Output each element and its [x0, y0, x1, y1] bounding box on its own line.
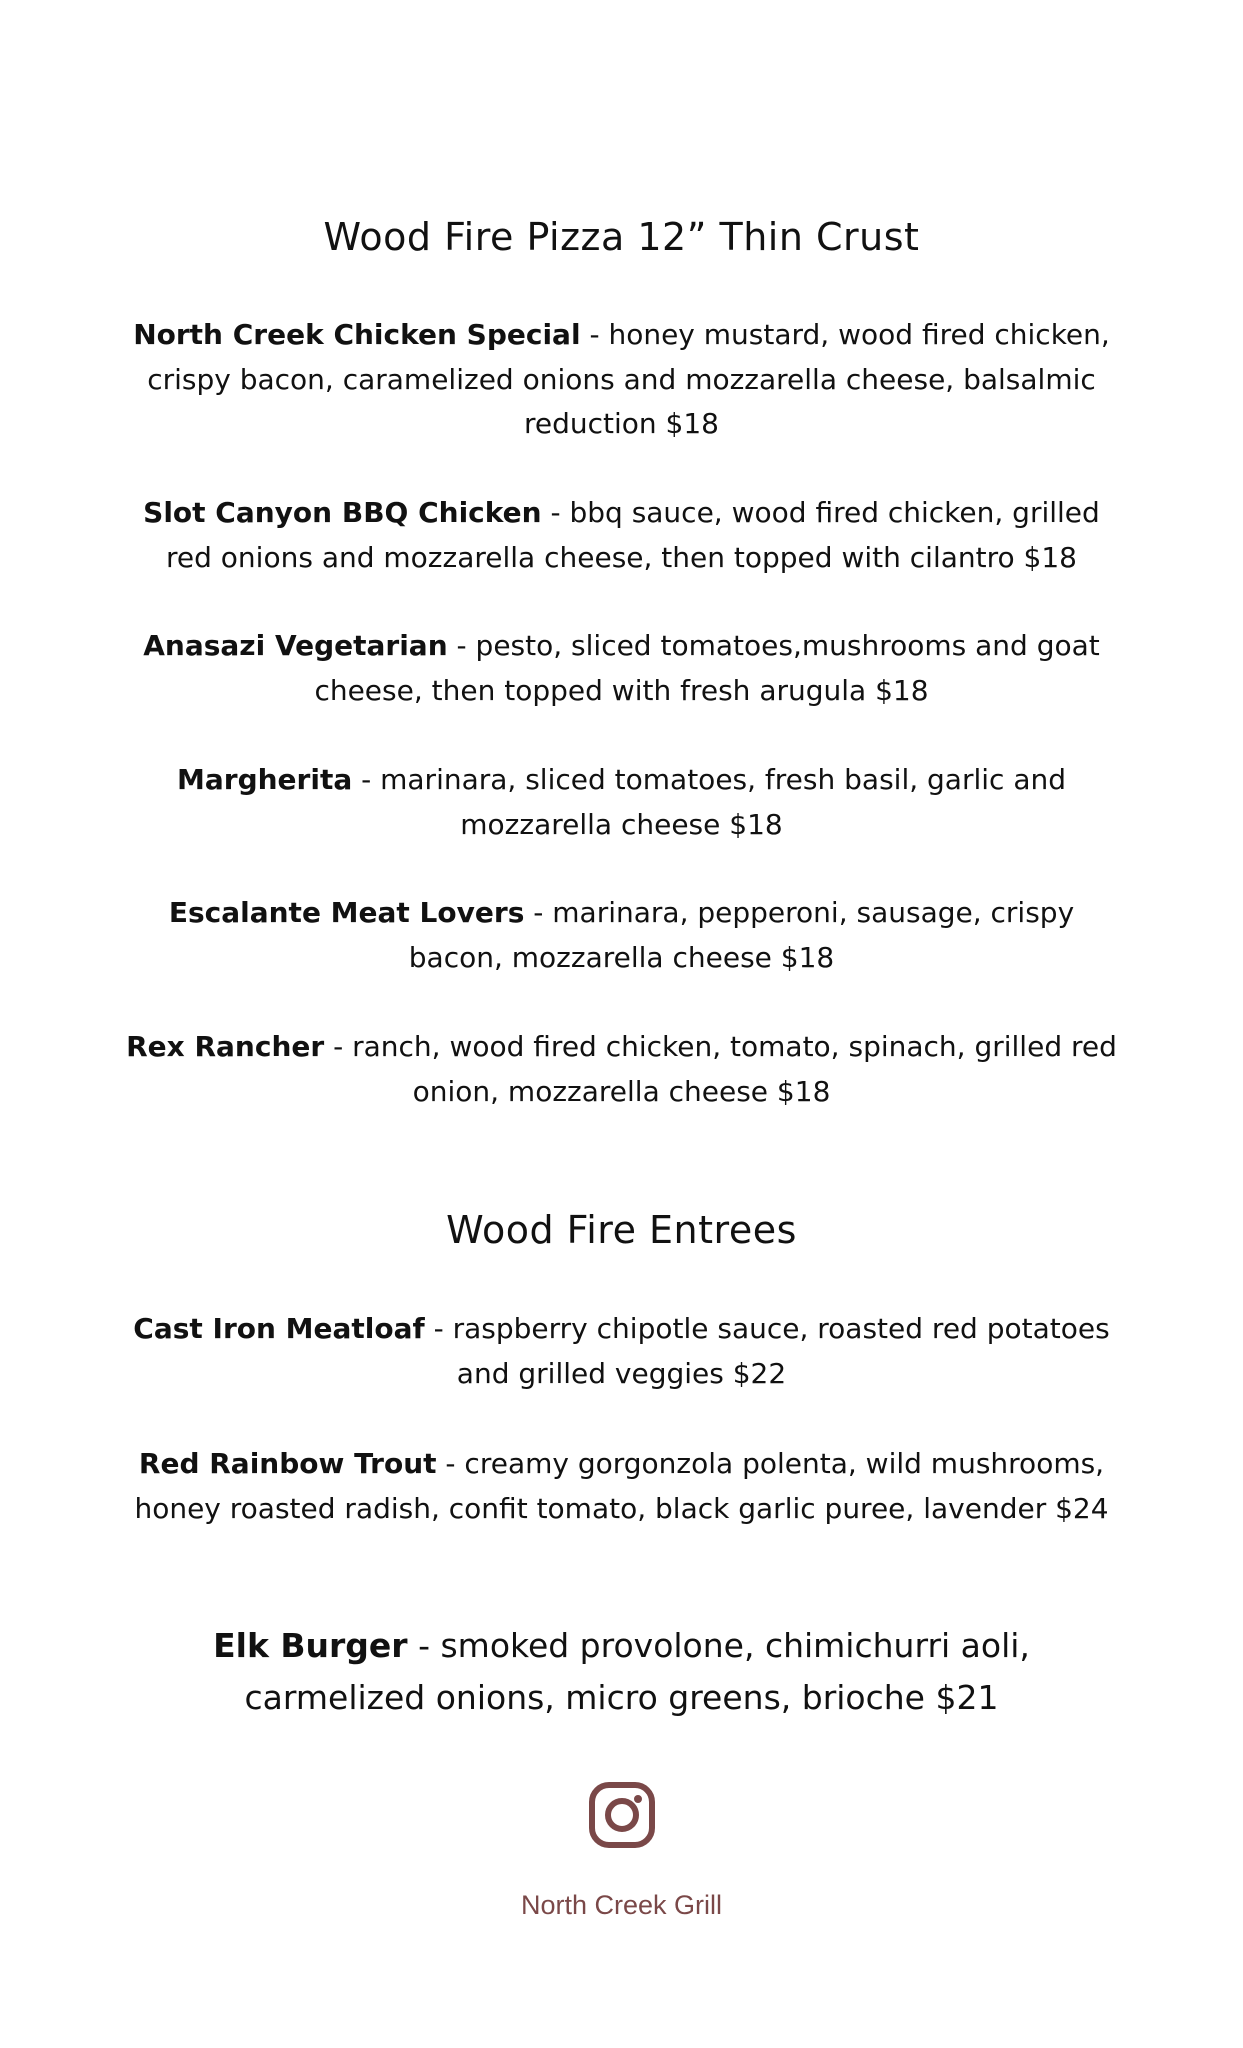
menu-item-name: Slot Canyon BBQ Chicken	[143, 496, 542, 529]
menu-item	[121, 624, 1122, 713]
menu-item	[111, 1442, 1132, 1531]
menu-item-name: Margherita	[177, 763, 353, 796]
menu-item-description: - marinara, pepperoni, sausage, crispy bacon, mozzarella cheese $18	[408, 896, 1075, 974]
menu-item-description: - bbq sauce, wood fired chicken, grilled red onions and mozzarella cheese, then topped with cilantro $18	[166, 496, 1100, 574]
menu-item	[121, 1307, 1122, 1396]
entrees-section-title: Wood Fire Entrees	[446, 1208, 797, 1252]
menu-item-name: Red Rainbow Trout	[138, 1447, 437, 1480]
menu-item	[121, 491, 1122, 580]
menu-item-description: - marinara, sliced tomatoes, fresh basil, garlic and mozzarella cheese $18	[352, 763, 1066, 841]
menu-item-description: - ranch, wood fired chicken, tomato, spinach, grilled red onion, mozzarella cheese $18	[324, 1030, 1117, 1108]
menu-item-name: Cast Iron Meatloaf	[133, 1312, 425, 1345]
menu-item	[121, 313, 1122, 447]
menu-item	[121, 1025, 1122, 1114]
menu-item-name: Rex Rancher	[126, 1030, 325, 1063]
menu-item-description: - honey mustard, wood fired chicken, crispy bacon, caramelized onions and mozzarella cheese, balsalmic reduction $18	[147, 318, 1110, 440]
menu-item-description: - pesto, sliced tomatoes,mushrooms and goat cheese, then topped with fresh arugula $18	[314, 629, 1100, 707]
instagram-icon[interactable]	[587, 1780, 657, 1850]
footer-brand: North Creek Grill	[520, 1890, 723, 1920]
menu-item-name: North Creek Chicken Special	[133, 318, 581, 351]
pizza-section-title: Wood Fire Pizza 12” Thin Crust	[323, 215, 920, 259]
menu-item	[181, 1620, 1062, 1724]
menu-item-description: - smoked provolone, chimichurri aoli, carmelized onions, micro greens, brioche $21	[244, 1626, 1030, 1717]
menu-item-name: Elk Burger	[213, 1626, 408, 1665]
menu-item	[121, 758, 1122, 847]
menu-item-description: - raspberry chipotle sauce, roasted red potatoes and grilled veggies $22	[424, 1312, 1110, 1390]
menu-item-name: Escalante Meat Lovers	[168, 896, 525, 929]
menu-item-name: Anasazi Vegetarian	[143, 629, 448, 662]
menu-item	[121, 891, 1122, 980]
menu-item-description: - creamy gorgonzola polenta, wild mushrooms, honey roasted radish, confit tomato, black garlic puree, lavender $24	[134, 1447, 1109, 1525]
